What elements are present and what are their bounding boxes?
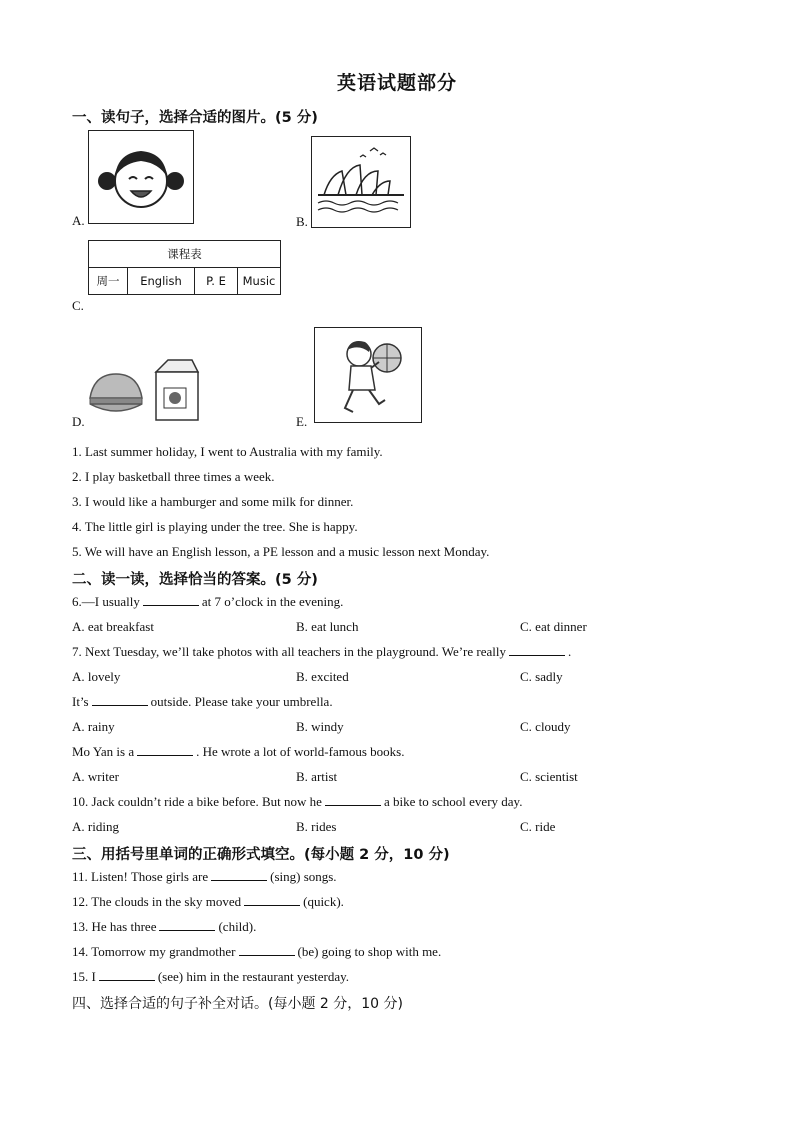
item-text: 14. Tomorrow my grandmother — [72, 944, 236, 959]
option-b[interactable]: B. eat lunch — [296, 619, 359, 634]
answer-blank[interactable] — [143, 594, 199, 606]
sentence-5: 5. We will have an English lesson, a PE lesson and a music lesson next Monday. — [72, 544, 490, 559]
question-text: at 7 o’clock in the evening. — [201, 594, 344, 609]
item-text: (quick). — [303, 894, 344, 909]
answer-blank[interactable] — [92, 694, 148, 706]
schedule-title: 课程表 — [89, 241, 281, 268]
item-text: 12. The clouds in the sky moved — [72, 894, 242, 909]
schedule-cell: P. E — [195, 268, 238, 295]
option-a[interactable]: A. lovely — [72, 669, 121, 684]
option-c[interactable]: C. ride — [520, 819, 556, 834]
fill-item-14 — [72, 944, 441, 960]
option-c[interactable]: C. eat dinner — [520, 619, 587, 634]
question-text: It’s — [72, 694, 89, 709]
item-text: 11. Listen! Those girls are — [72, 869, 209, 884]
image-e-label: E. — [296, 414, 308, 429]
question-text: 6.—I usually — [72, 594, 140, 609]
option-c[interactable]: C. cloudy — [520, 719, 571, 734]
sentence-4: 4. The little girl is playing under the tree. She is happy. — [72, 519, 358, 534]
item-text: 13. He has three — [72, 919, 157, 934]
item-text: (be) going to shop with me. — [297, 944, 442, 959]
image-c-schedule — [88, 240, 281, 295]
answer-blank[interactable] — [325, 794, 381, 806]
option-c[interactable]: C. scientist — [520, 769, 578, 784]
option-b[interactable]: B. rides — [296, 819, 337, 834]
schedule-cell: Music — [238, 268, 281, 295]
image-e-basketball — [314, 327, 422, 423]
sentence-3: 3. I would like a hamburger and some milk for dinner. — [72, 494, 354, 509]
question-7 — [72, 644, 571, 660]
section1-heading: 一、读句子，选择合适的图片。(5 分) — [72, 110, 318, 126]
item-text: (see) him in the restaurant yesterday. — [157, 969, 350, 984]
image-a-label: A. — [72, 213, 85, 228]
sentence-2: 2. I play basketball three times a week. — [72, 469, 275, 484]
sentence-1: 1. Last summer holiday, I went to Australia with my family. — [72, 444, 383, 459]
answer-blank[interactable] — [211, 869, 267, 881]
question-text: a bike to school every day. — [383, 794, 523, 809]
question-text: . He wrote a lot of world-famous books. — [196, 744, 405, 759]
question-text: 7. Next Tuesday, we’ll take photos with all teachers in the playground. We’re really — [72, 644, 506, 659]
image-b-opera-house — [311, 136, 411, 228]
question-6 — [72, 594, 343, 610]
girl-face-icon — [89, 131, 193, 223]
question-10 — [72, 794, 522, 810]
option-a[interactable]: A. writer — [72, 769, 119, 784]
answer-blank[interactable] — [244, 894, 300, 906]
question-text: outside. Please take your umbrella. — [150, 694, 333, 709]
hamburger-milk-icon — [86, 352, 206, 424]
boy-basketball-icon — [315, 328, 421, 422]
fill-item-13 — [72, 919, 256, 935]
question-9 — [72, 744, 404, 760]
section4-heading: 四、选择合适的句子补全对话。(每小题 2 分，10 分) — [72, 996, 403, 1012]
image-c-label: C. — [72, 298, 84, 313]
image-d-label: D. — [72, 414, 85, 429]
schedule-cell: 周一 — [89, 268, 128, 295]
section3-heading: 三、用括号里单词的正确形式填空。(每小题 2 分，10 分) — [72, 847, 450, 863]
item-text: (sing) songs. — [270, 869, 337, 884]
image-d-food — [86, 352, 206, 424]
fill-item-12 — [72, 894, 344, 910]
option-c[interactable]: C. sadly — [520, 669, 563, 684]
question-8 — [72, 694, 333, 710]
question-text: 10. Jack couldn’t ride a bike before. But now he — [72, 794, 322, 809]
option-b[interactable]: B. excited — [296, 669, 349, 684]
image-a-girl — [88, 130, 194, 224]
option-a[interactable]: A. riding — [72, 819, 119, 834]
option-a[interactable]: A. rainy — [72, 719, 115, 734]
answer-blank[interactable] — [159, 919, 215, 931]
answer-blank[interactable] — [509, 644, 565, 656]
page-title: 英语试题部分 — [336, 72, 457, 94]
schedule-table — [88, 240, 281, 295]
item-text: 15. I — [72, 969, 96, 984]
section2-heading: 二、读一读，选择恰当的答案。(5 分) — [72, 572, 318, 588]
opera-house-icon — [312, 137, 410, 227]
answer-blank[interactable] — [99, 969, 155, 981]
question-text: . — [567, 644, 572, 659]
answer-blank[interactable] — [137, 744, 193, 756]
option-a[interactable]: A. eat breakfast — [72, 619, 154, 634]
item-text: (child). — [218, 919, 257, 934]
option-b[interactable]: B. windy — [296, 719, 344, 734]
image-b-label: B. — [296, 214, 308, 229]
fill-item-15 — [72, 969, 349, 985]
fill-item-11 — [72, 869, 337, 885]
schedule-cell: English — [128, 268, 195, 295]
question-text: Mo Yan is a — [72, 744, 135, 759]
option-b[interactable]: B. artist — [296, 769, 338, 784]
answer-blank[interactable] — [239, 944, 295, 956]
